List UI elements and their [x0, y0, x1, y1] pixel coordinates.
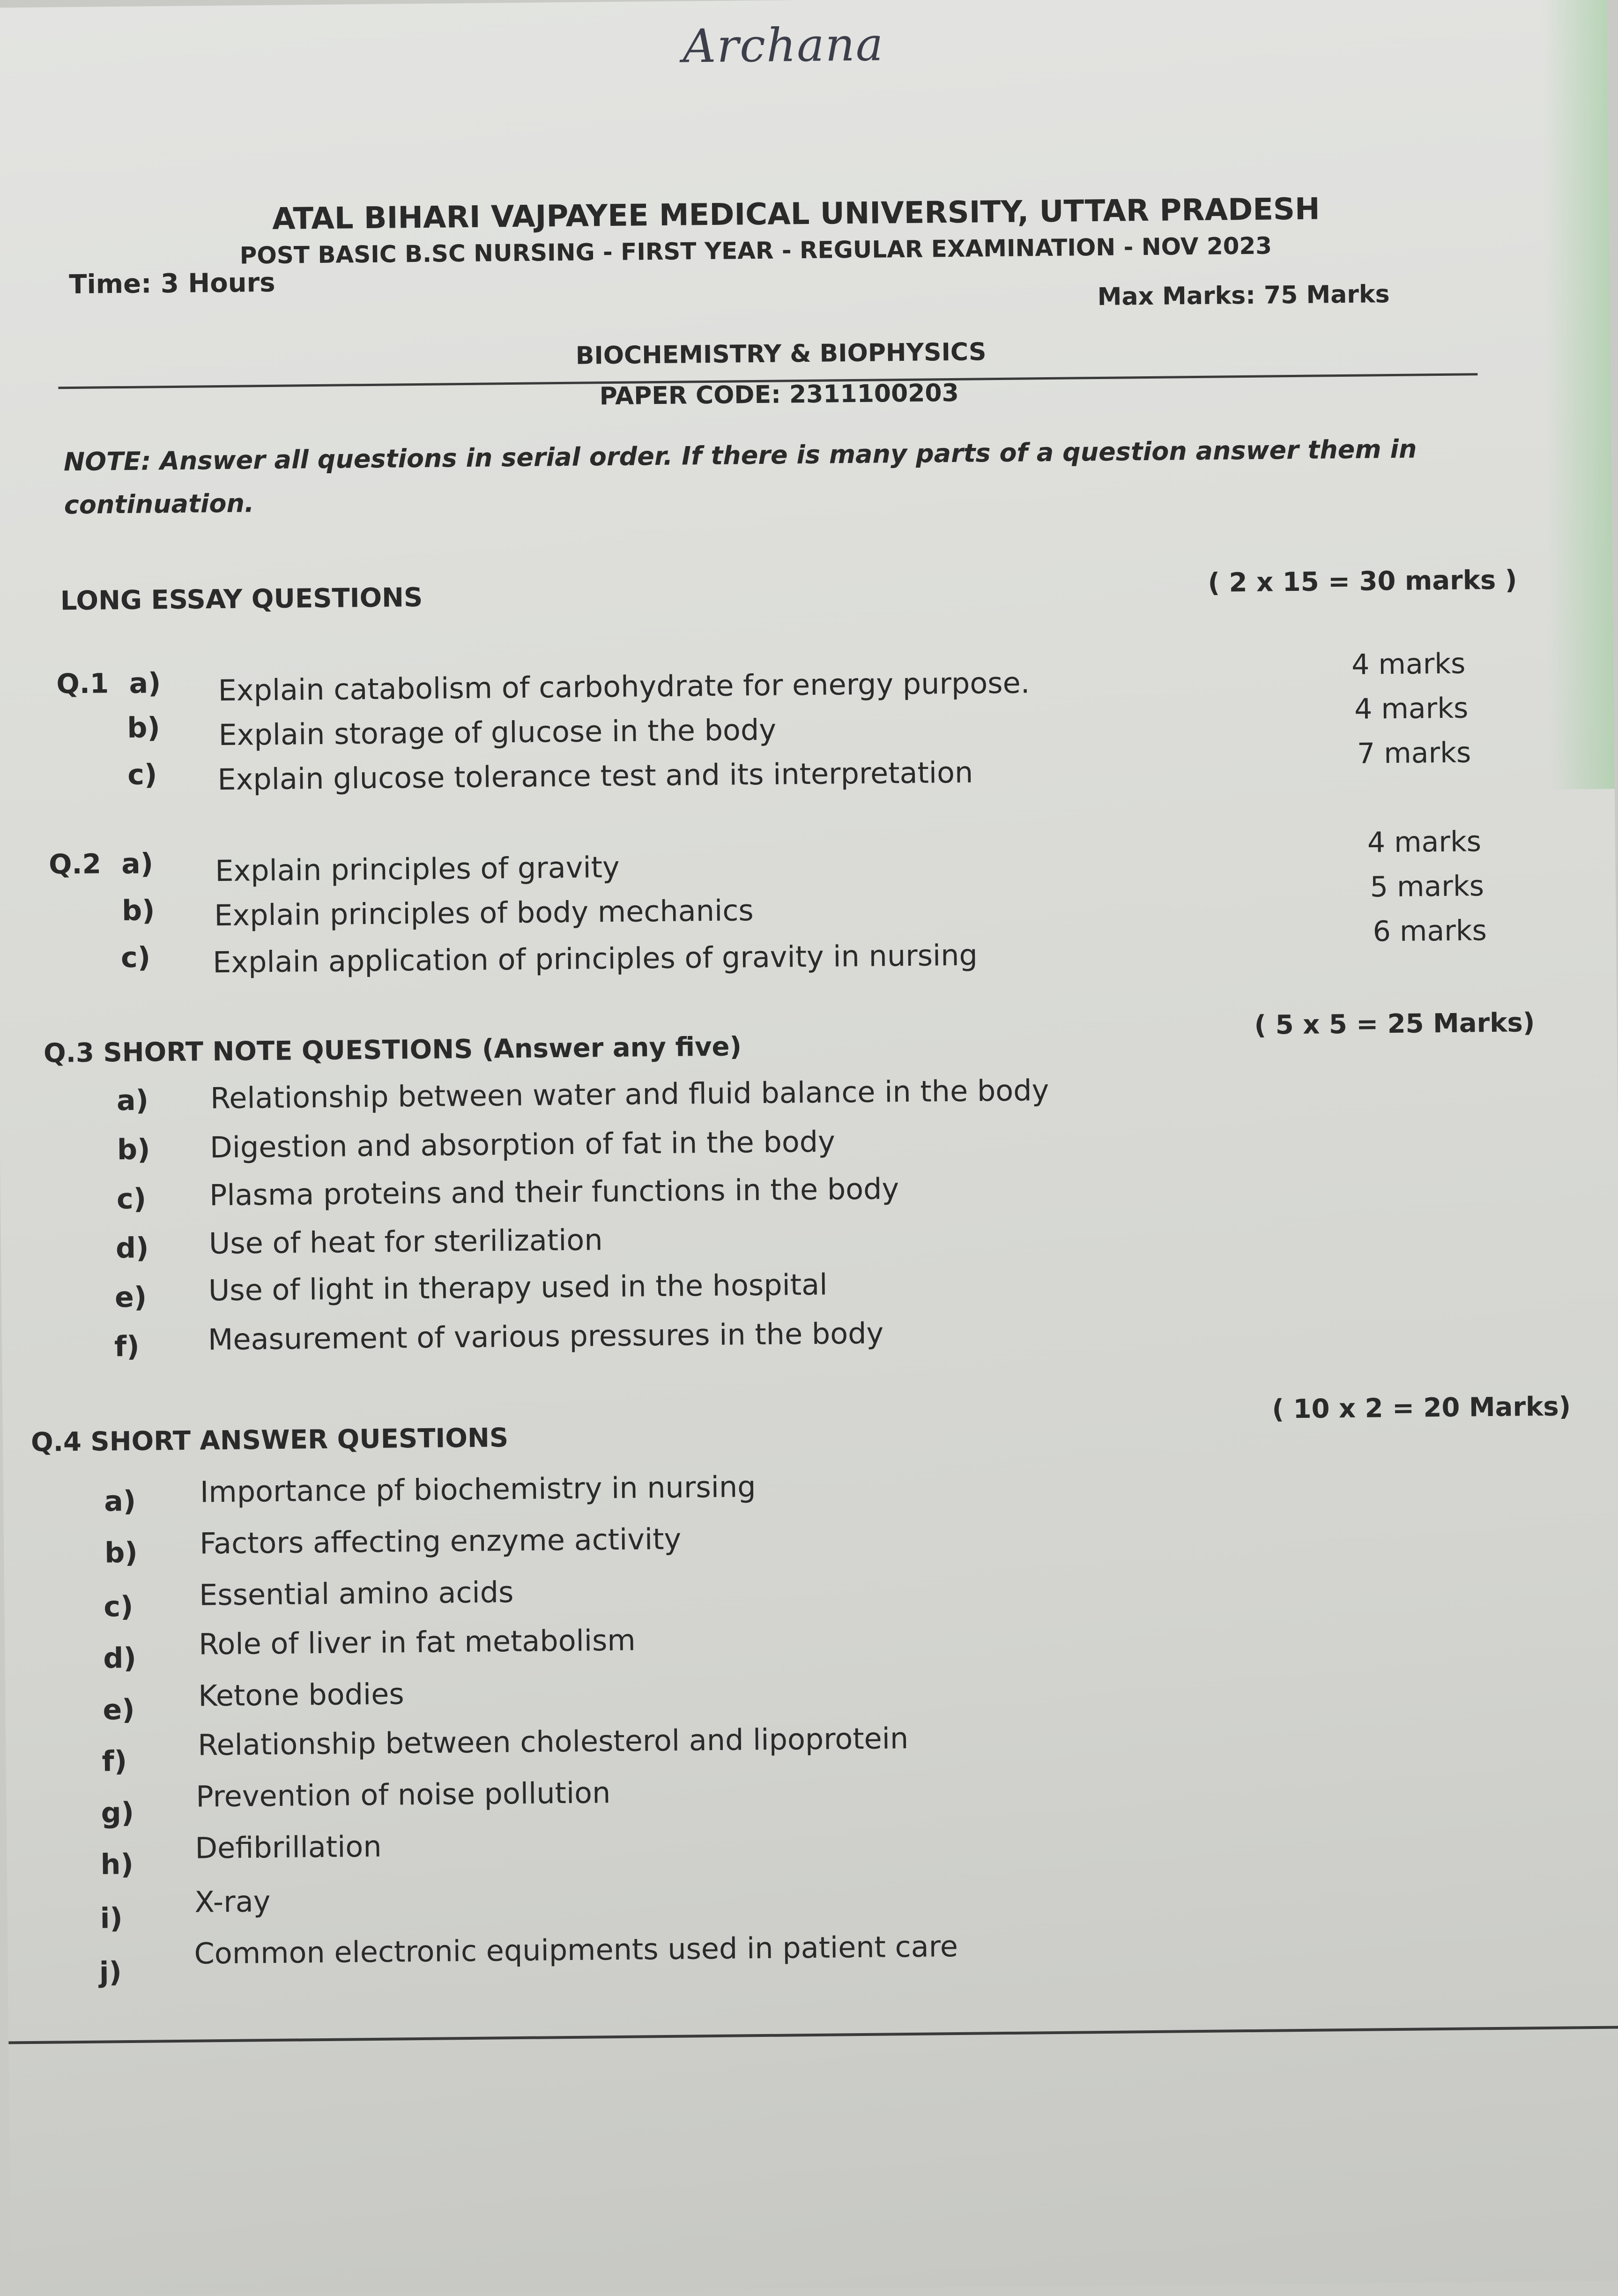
item-letter: d) — [103, 1641, 137, 1675]
section-marks-short-note: ( 5 x 5 = 25 Marks) — [1254, 1007, 1535, 1041]
item-letter: f) — [114, 1330, 140, 1364]
section-title-short-answer: Q.4 SHORT ANSWER QUESTIONS — [30, 1423, 509, 1458]
item-letter: b) — [117, 1133, 150, 1167]
short-answer-item: Prevention of noise pollution — [195, 1775, 611, 1814]
part-marks: 4 marks — [1354, 692, 1469, 726]
item-letter: c) — [116, 1182, 147, 1216]
item-letter: e) — [103, 1693, 135, 1727]
part-letter: c) — [127, 758, 157, 791]
short-note-item: Measurement of various pressures in the body — [208, 1316, 884, 1357]
part-letter: a) — [129, 667, 161, 700]
item-letter: b) — [104, 1536, 138, 1570]
note-text: Answer all questions in serial order. If there is many parts of a question answer them in continuation. — [64, 434, 1417, 520]
part-marks: 7 marks — [1357, 736, 1471, 770]
short-answer-item: Ketone bodies — [198, 1677, 404, 1713]
short-answer-item: Essential amino acids — [199, 1575, 514, 1612]
short-note-item: Relationship between water and fluid balance in the body — [210, 1073, 1049, 1116]
question-number: Q.1 — [56, 667, 109, 700]
item-letter: h) — [100, 1848, 134, 1881]
footer-divider — [8, 2026, 1618, 2044]
part-marks: 6 marks — [1373, 914, 1487, 948]
university-name: ATAL BIHARI VAJPAYEE MEDICAL UNIVERSITY, UTTAR PRADESH — [272, 192, 1320, 237]
short-answer-item: Importance pf biochemistry in nursing — [200, 1469, 756, 1509]
question-text: Explain glucose tolerance test and its interpretation — [217, 755, 973, 797]
short-answer-item: Role of liver in fat metabolism — [198, 1623, 636, 1662]
short-answer-item: Factors affecting enzyme activity — [199, 1521, 682, 1561]
part-marks: 5 marks — [1370, 870, 1484, 904]
short-answer-item: Defibrillation — [195, 1829, 382, 1865]
part-letter: a) — [121, 847, 154, 881]
question-text: Explain principles of body mechanics — [214, 893, 754, 933]
short-answer-item: Relationship between cholesterol and lipoprotein — [197, 1721, 909, 1762]
item-letter: d) — [115, 1231, 149, 1265]
short-note-item: Use of heat for sterilization — [208, 1223, 603, 1261]
section-title-short-note: Q.3 SHORT NOTE QUESTIONS (Answer any five) — [43, 1031, 742, 1069]
item-letter: a) — [104, 1484, 136, 1518]
part-letter: c) — [120, 941, 151, 975]
part-letter: b) — [121, 894, 155, 928]
short-note-item: Use of light in therapy used in the hospital — [208, 1267, 828, 1308]
section-title-long-essay: LONG ESSAY QUESTIONS — [60, 582, 423, 617]
question-text: Explain principles of gravity — [215, 850, 620, 888]
question-text: Explain catabolism of carbohydrate for energy purpose. — [218, 665, 1030, 708]
background-edge — [1541, 0, 1614, 790]
part-letter: b) — [127, 711, 161, 745]
section-marks-long-essay: ( 2 x 15 = 30 marks ) — [1208, 565, 1517, 598]
item-letter: j) — [99, 1956, 122, 1989]
short-answer-item: X-ray — [194, 1884, 271, 1919]
note-label: NOTE: — [63, 446, 151, 477]
item-letter: e) — [114, 1281, 147, 1314]
short-answer-item: Common electronic equipments used in patient care — [194, 1929, 958, 1971]
item-letter: i) — [100, 1902, 123, 1935]
part-marks: 4 marks — [1351, 647, 1466, 681]
part-marks: 4 marks — [1367, 825, 1482, 859]
subject-title: BIOCHEMISTRY & BIOPHYSICS — [575, 338, 987, 370]
item-letter: f) — [102, 1745, 127, 1778]
item-letter: a) — [116, 1084, 149, 1118]
question-text: Explain storage of glucose in the body — [218, 712, 777, 753]
section-marks-short-answer: ( 10 x 2 = 20 Marks) — [1272, 1391, 1571, 1425]
exam-title: POST BASIC B.SC NURSING - FIRST YEAR - REGULAR EXAMINATION - NOV 2023 — [239, 232, 1272, 269]
instructions-note — [64, 427, 1470, 527]
exam-duration: Time: 3 Hours — [69, 267, 275, 300]
short-note-item: Digestion and absorption of fat in the body — [209, 1124, 836, 1165]
question-number: Q.2 — [48, 848, 102, 880]
short-note-item: Plasma proteins and their functions in the body — [209, 1171, 899, 1213]
max-marks: Max Marks: 75 Marks — [1097, 280, 1390, 312]
question-text: Explain application of principles of gravity in nursing — [212, 938, 978, 980]
paper-code: PAPER CODE: 2311100203 — [599, 379, 959, 411]
handwritten-signature: Archana — [682, 18, 884, 74]
item-letter: c) — [104, 1590, 134, 1624]
item-letter: g) — [101, 1796, 134, 1830]
